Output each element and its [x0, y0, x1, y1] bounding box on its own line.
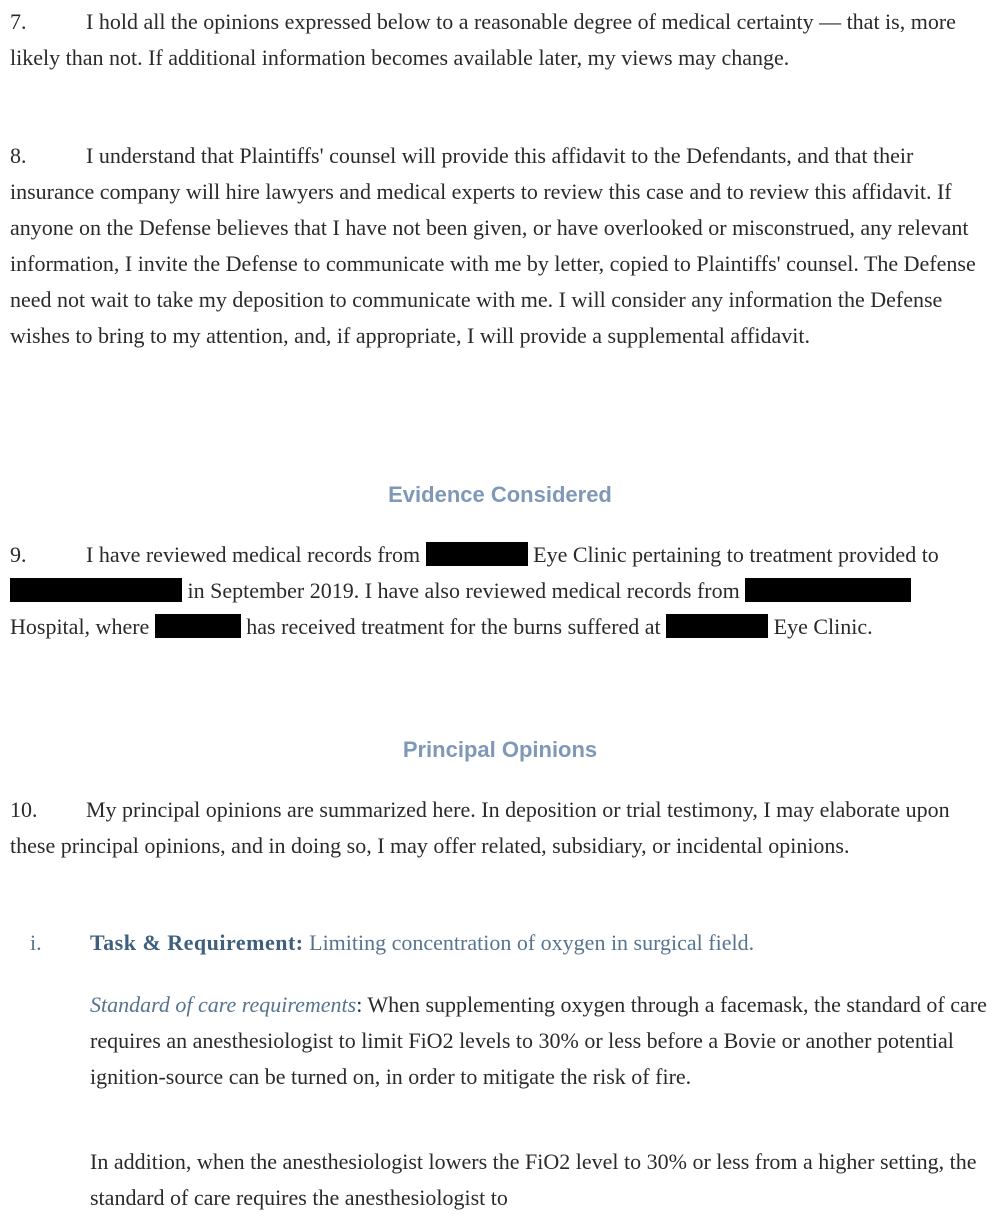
addition-paragraph	[90, 1144, 995, 1216]
standard-of-care-paragraph	[90, 987, 995, 1095]
heading-evidence-considered: Evidence Considered	[388, 482, 612, 507]
task-label: Task & Requirement:	[90, 930, 304, 955]
paragraph-text: has received treatment	[246, 614, 445, 639]
paragraph-text: in September 2019. I have also reviewed	[187, 578, 547, 603]
addition-text: In addition, when the anesthesiologist lowers the FiO2 level to 30% or less from a higher setting, the standard of care requires the anesthesiologist to	[90, 1149, 977, 1210]
paragraph-7	[10, 4, 995, 76]
standard-label: Standard of care requirements	[90, 992, 357, 1017]
redaction-bar	[426, 542, 528, 566]
paragraph-text: Eye Clinic pertaining to	[533, 542, 744, 567]
paragraph-8	[10, 138, 995, 354]
paragraph-text: I hold all the opinions expressed below to a reasonable degree of medical certainty — that is, more likely than not. If additional information becomes available later, my views may change.	[10, 9, 956, 70]
paragraph-text: I have reviewed medical records from	[86, 542, 421, 567]
task-text: Limiting concentration of oxygen in surgical field.	[309, 930, 755, 955]
paragraph-number: 8.	[10, 143, 27, 168]
paragraph-number: 9.	[10, 542, 27, 567]
heading-principal-opinions: Principal Opinions	[402, 737, 598, 762]
paragraph-text: My principal opinions are summarized here. In deposition or trial testimony, I may elaborate upon these principal opinions, and in doing so, I may offer related, subsidiary, or incidental opinions.	[10, 797, 950, 858]
paragraph-9	[10, 537, 995, 645]
standard-text: : When supplementing oxygen through a facemask, the standard of care requires an anesthesiologist to limit FiO2 levels to 30% or less before a Bovie or another potential ignition-source can be turned on, in order to mitigate the risk of fire.	[90, 992, 987, 1089]
paragraph-text: I understand that Plaintiffs' counsel will provide this affidavit to the Defendants, and that their insurance company will hire lawyers and medical experts to review this case and to review this affidavit. If anyone on the Defense believes that I have not been given, or have overlooked or misconstrued, any relevant information, I invite the Defense to communicate with me by letter, copied to Plaintiffs' counsel. The Defense need not wait to take my deposition to communicate with me. I will consider any information the Defense wishes to bring to my attention, and, if appropriate, I will provide a supplemental affidavit.	[10, 143, 976, 348]
paragraph-text: for the burns suffered at	[449, 614, 661, 639]
paragraph-text: Eye Clinic.	[773, 614, 873, 639]
task-numeral: i.	[30, 930, 42, 955]
paragraph-number: 7.	[10, 9, 27, 34]
paragraph-text: Hospital, where	[10, 614, 150, 639]
paragraph-10	[10, 792, 995, 864]
redaction-bar	[666, 614, 768, 638]
paragraph-number: 10.	[10, 797, 38, 822]
paragraph-text: medical records from	[551, 578, 740, 603]
redaction-bar	[745, 578, 911, 602]
redaction-bar	[155, 614, 241, 638]
redaction-bar	[10, 578, 182, 602]
task-item	[30, 927, 990, 959]
paragraph-text: treatment provided to	[749, 542, 939, 567]
